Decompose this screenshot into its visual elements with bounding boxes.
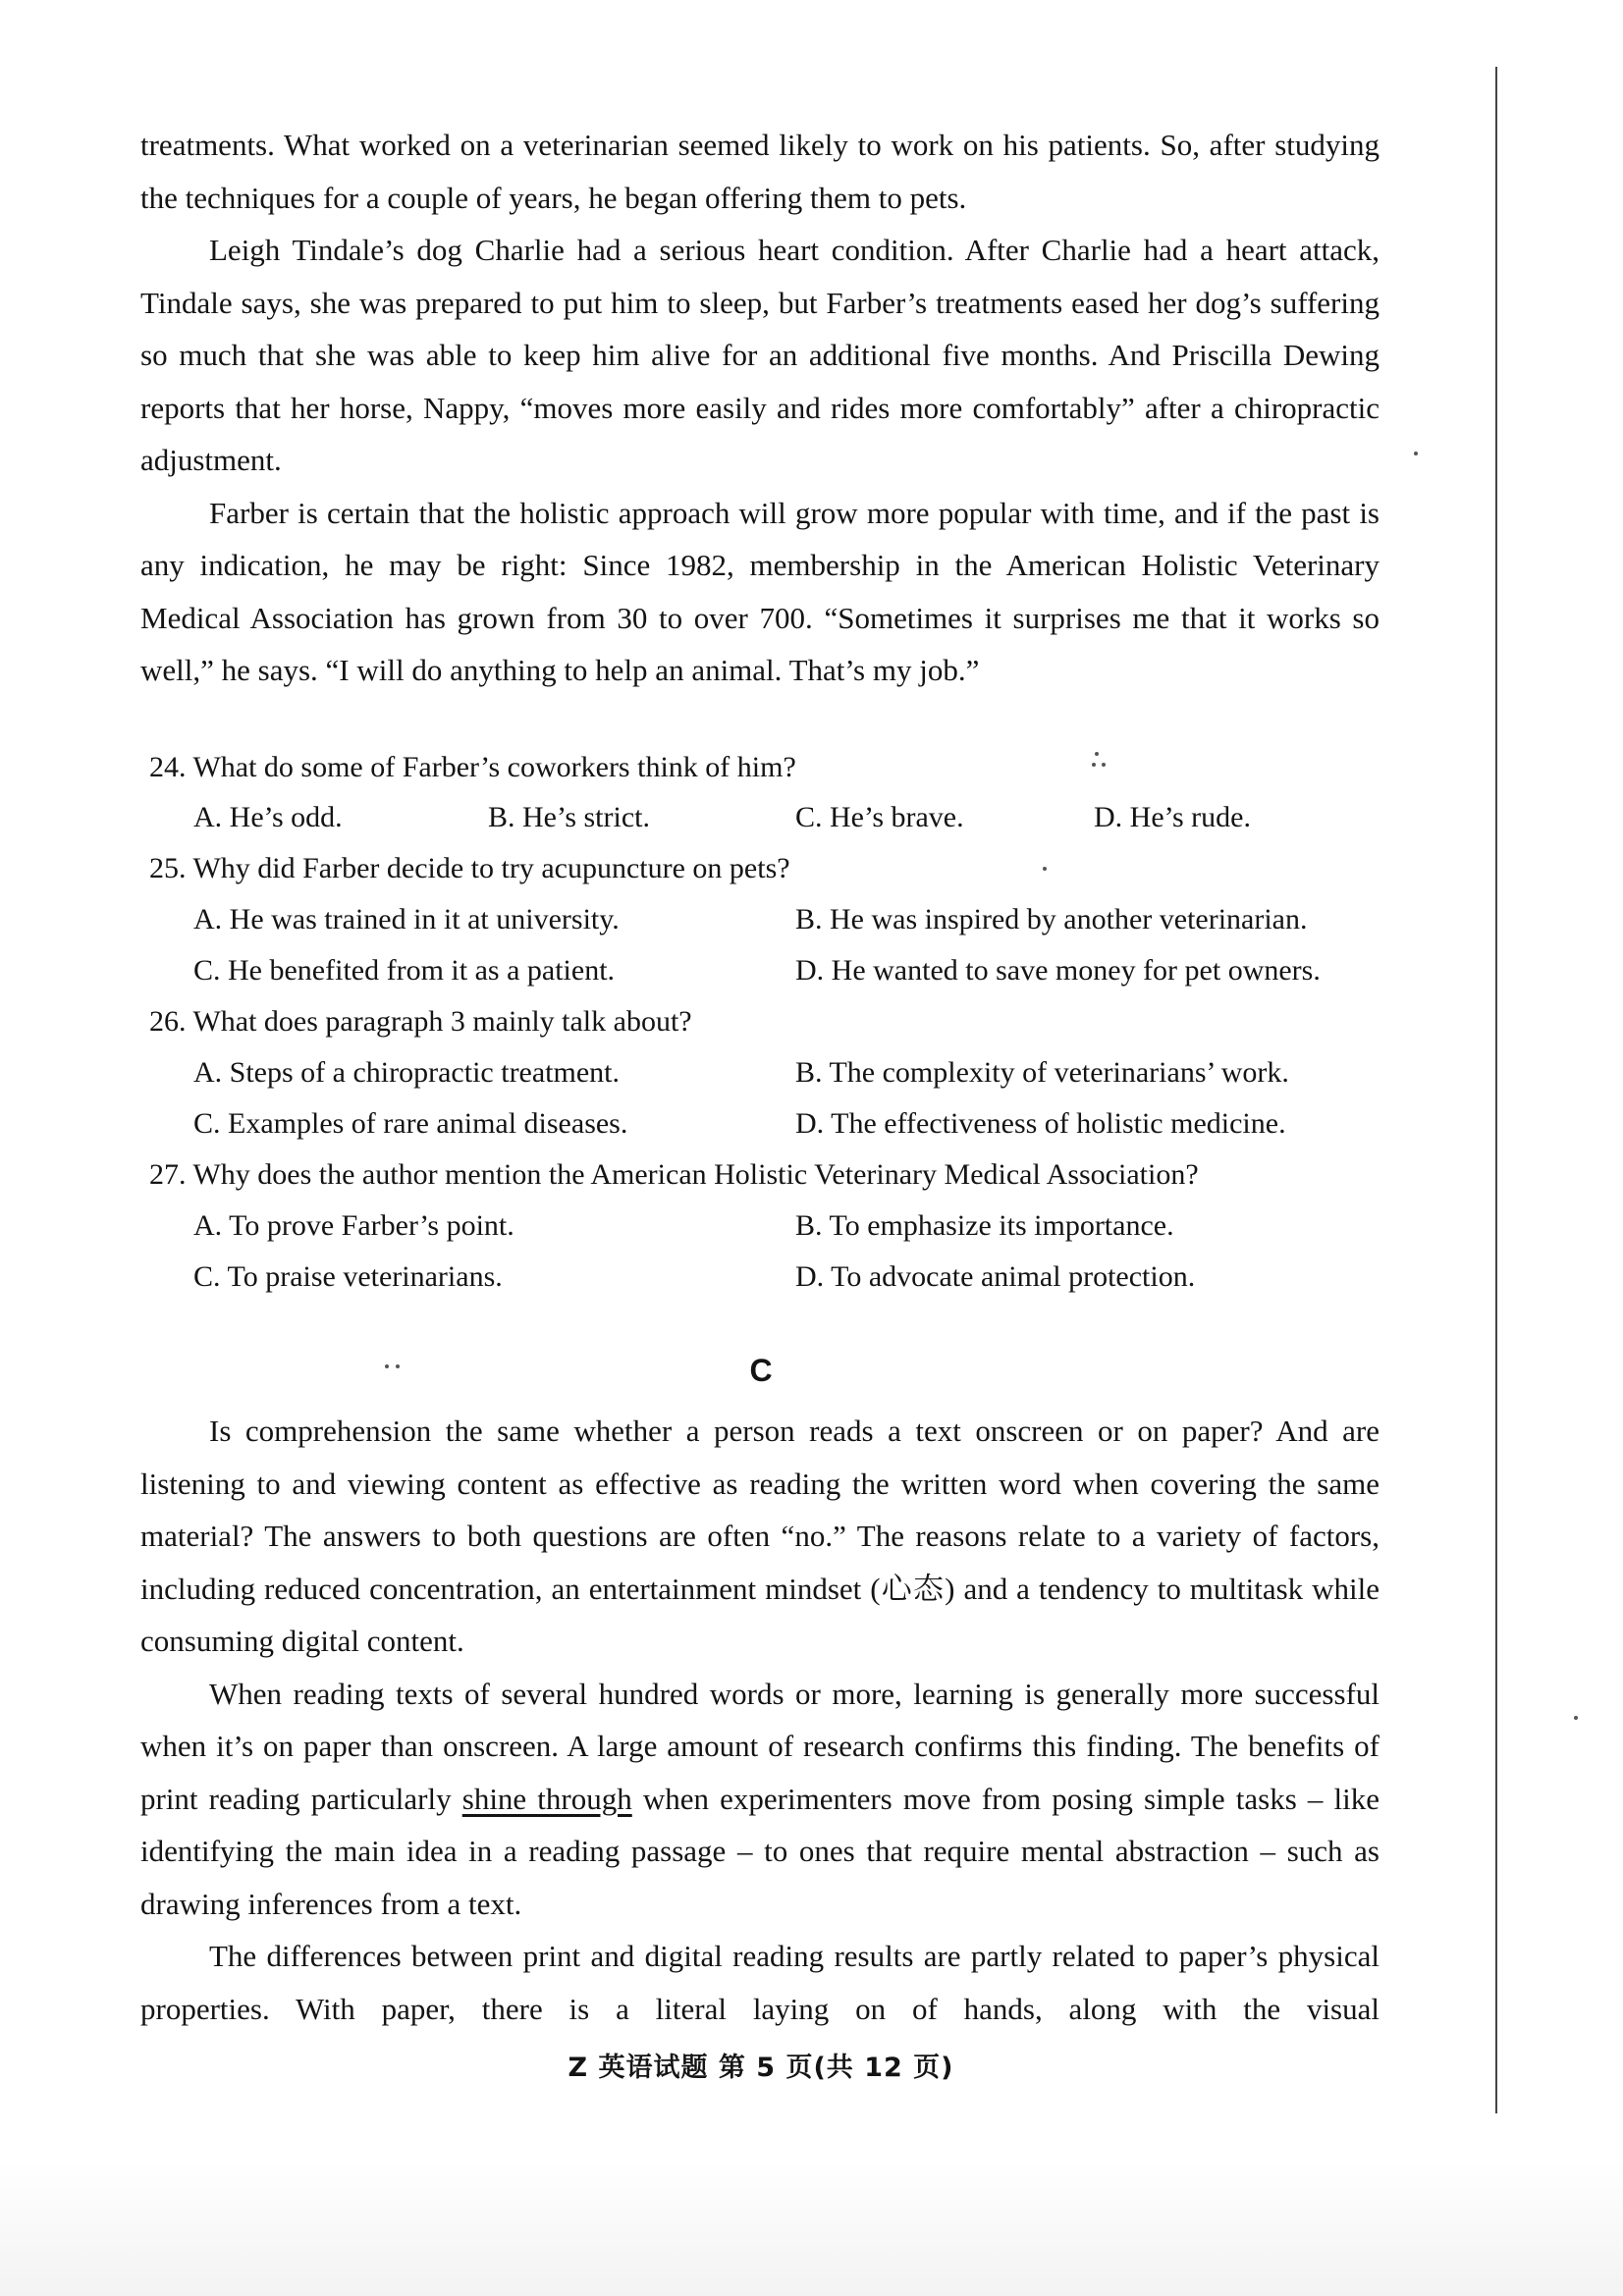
question-24-stem: 24. What do some of Farber’s coworkers think of him?: [149, 751, 796, 783]
question-26-option-b: B. The complexity of veterinarians’ work.: [795, 1056, 1289, 1089]
page-margin-rule: [1495, 67, 1497, 2113]
question-25-option-d: D. He wanted to save money for pet owners.: [795, 954, 1321, 987]
question-24-option-d: D. He’s rude.: [1094, 801, 1251, 833]
question-25-option-c: C. He benefited from it as a patient.: [193, 954, 616, 987]
underlined-phrase: shine through: [461, 1781, 632, 1816]
question-26-option-c: C. Examples of rare animal diseases.: [193, 1107, 628, 1140]
question-27-stem: 27. Why does the author mention the American Holistic Veterinary Medical Association?: [149, 1158, 1199, 1191]
question-24-option-c: C. He’s brave.: [795, 801, 964, 833]
question-24-option-b: B. He’s strict.: [488, 801, 650, 833]
passage-c-paragraph-2-start: When reading texts of several hundred words or more, learning is generally more successful when it’s on paper than onscreen. A large amount of research confirms this finding. The benefits of print reading particularly: [140, 1676, 1380, 1816]
question-24-option-a: A. He’s odd.: [193, 801, 343, 833]
passage-b-paragraph-1: treatments. What worked on a veterinarian seemed likely to work on his patients. So, after studying the techniques for a couple of years, he began offering them to pets.: [140, 128, 1380, 215]
scan-speck: [1095, 752, 1099, 756]
question-27-option-b: B. To emphasize its importance.: [795, 1209, 1174, 1242]
scan-speck: [1043, 867, 1047, 871]
passage-c-paragraph-3: The differences between print and digital reading results are partly related to paper’s physical properties. With paper, there is a literal laying on of hands, along with the visual: [140, 1939, 1380, 2026]
scan-speck: [1574, 1716, 1578, 1720]
section-heading: C: [749, 1353, 773, 1388]
passage-c-paragraph-2-end: when experimenters move from posing simple tasks – like identifying the main idea in a reading passage – to ones that require mental abstraction – such as drawing inferences from a text.: [140, 1781, 1380, 1921]
scan-speck: [1092, 763, 1096, 767]
question-26-option-d: D. The effectiveness of holistic medicine.: [795, 1107, 1286, 1140]
scan-speck: [1414, 452, 1418, 455]
question-25-option-a: A. He was trained in it at university.: [193, 903, 620, 935]
question-27-option-c: C. To praise veterinarians.: [193, 1260, 503, 1293]
passage-b-paragraph-3: Farber is certain that the holistic approach will grow more popular with time, and if the past is any indication, he may be right: Since 1982, membership in the American Holistic Veterinary Medical Association has grown from 30 to over 700. “Sometimes it surprises me that it works so well,” he says. “I will do anything to help an animal. That’s my job.”: [140, 495, 1380, 687]
question-26-stem: 26. What does paragraph 3 mainly talk about?: [149, 1005, 692, 1038]
passage-b: [140, 119, 1380, 697]
scan-speck: [1102, 763, 1106, 767]
question-27-option-a: A. To prove Farber’s point.: [193, 1209, 514, 1242]
question-25-option-b: B. He was inspired by another veterinarian.: [795, 903, 1308, 935]
passage-b-paragraph-2: Leigh Tindale’s dog Charlie had a serious heart condition. After Charlie had a heart attack, Tindale says, she was prepared to put him to sleep, but Farber’s treatments eased her dog’s suffering so much that she was able to keep him alive for an additional five months. And Priscilla Dewing reports that her horse, Nappy, “moves more easily and rides more comfortably” after a chiropractic adjustment.: [140, 233, 1380, 477]
passage-c: [140, 1405, 1380, 2035]
question-26-option-a: A. Steps of a chiropractic treatment.: [193, 1056, 621, 1089]
question-27-option-d: D. To advocate animal protection.: [795, 1260, 1196, 1293]
passage-c-paragraph-2: [140, 1668, 1380, 1931]
passage-c-paragraph-1: Is comprehension the same whether a person reads a text onscreen or on paper? And are listening to and viewing content as effective as reading the written word when covering the same material? The answers to both questions are often “no.” The reasons relate to a variety of factors, including reduced concentration, an entertainment mindset (心态) and a tendency to multitask while consuming digital content.: [140, 1414, 1380, 1658]
page-footer: Z 英语试题 第 5 页(共 12 页): [568, 2053, 954, 2083]
scan-shadow: [0, 2160, 1623, 2296]
question-25-stem: 25. Why did Farber decide to try acupuncture on pets?: [149, 852, 790, 884]
